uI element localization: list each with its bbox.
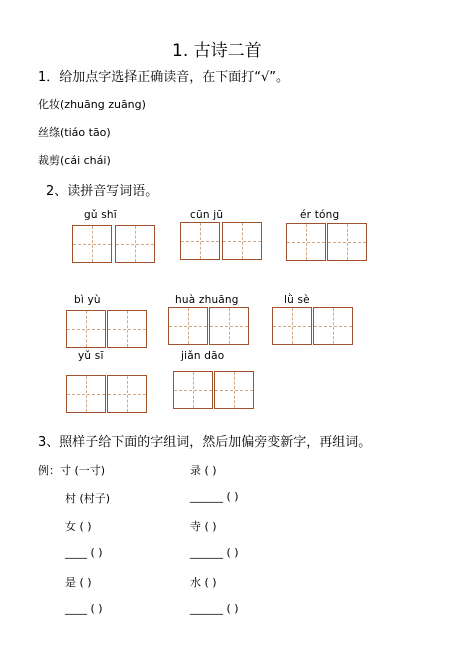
writing-box[interactable] (66, 375, 106, 413)
writing-box[interactable] (313, 307, 353, 345)
q3-row-4-left[interactable]: ____ ( ) (65, 546, 103, 559)
q3-instruction: 3、照样子给下面的字组词，然后加偏旁变新字，再组词。 (38, 435, 372, 450)
pinyin-ertong: ér tóng (300, 209, 340, 221)
q1-instruction: 1．给加点字选择正确读音，在下面打“√”。 (38, 70, 290, 85)
pinyin-yusi: yǔ sī (78, 350, 104, 362)
pinyin-cunju: cūn jū (190, 209, 224, 221)
pinyin-jiandao: jiǎn dāo (181, 350, 225, 362)
q3-row-4-right[interactable]: ______ ( ) (190, 546, 239, 559)
writing-box[interactable] (272, 307, 312, 345)
writing-box[interactable] (72, 225, 112, 263)
pinyin-huazhuang: huà zhuāng (175, 294, 239, 306)
q1-item-1: 化妆(zhuāng zuāng) (38, 98, 146, 111)
page-title: 1. 古诗二首 (172, 41, 262, 61)
writing-box[interactable] (107, 310, 147, 348)
q3-row-1-right: 录 ( ) (190, 464, 217, 477)
writing-box[interactable] (180, 222, 220, 260)
writing-box[interactable] (66, 310, 106, 348)
pinyin-gushi: gǔ shī (84, 209, 117, 221)
q3-row-5-left[interactable]: 是 ( ) (65, 576, 92, 589)
q1-item-2: 丝绦(tiáo tāo) (38, 126, 111, 139)
writing-box[interactable] (107, 375, 147, 413)
q3-row-6-left[interactable]: ____ ( ) (65, 602, 103, 615)
q3-row-2-left: 村 (村子) (65, 492, 111, 505)
writing-box[interactable] (286, 223, 326, 261)
writing-box[interactable] (327, 223, 367, 261)
q3-row-6-right[interactable]: ______ ( ) (190, 602, 239, 615)
writing-box[interactable] (222, 222, 262, 260)
q3-row-1-left: 例：寸 (一寸) (38, 464, 106, 477)
q2-instruction: 2、读拼音写词语。 (46, 184, 159, 199)
writing-box[interactable] (209, 307, 249, 345)
q1-item-3: 裁剪(cái chái) (38, 154, 111, 167)
q3-row-2-right[interactable]: ______ ( ) (190, 490, 239, 503)
q3-row-3-left[interactable]: 女 ( ) (65, 520, 92, 533)
pinyin-biyu: bì yù (74, 294, 101, 306)
q3-row-5-right[interactable]: 水 ( ) (190, 576, 217, 589)
writing-box[interactable] (115, 225, 155, 263)
pinyin-luse: lǜ sè (284, 294, 310, 306)
writing-box[interactable] (173, 371, 213, 409)
writing-box[interactable] (168, 307, 208, 345)
writing-box[interactable] (214, 371, 254, 409)
q3-row-3-right[interactable]: 寺 ( ) (190, 520, 217, 533)
